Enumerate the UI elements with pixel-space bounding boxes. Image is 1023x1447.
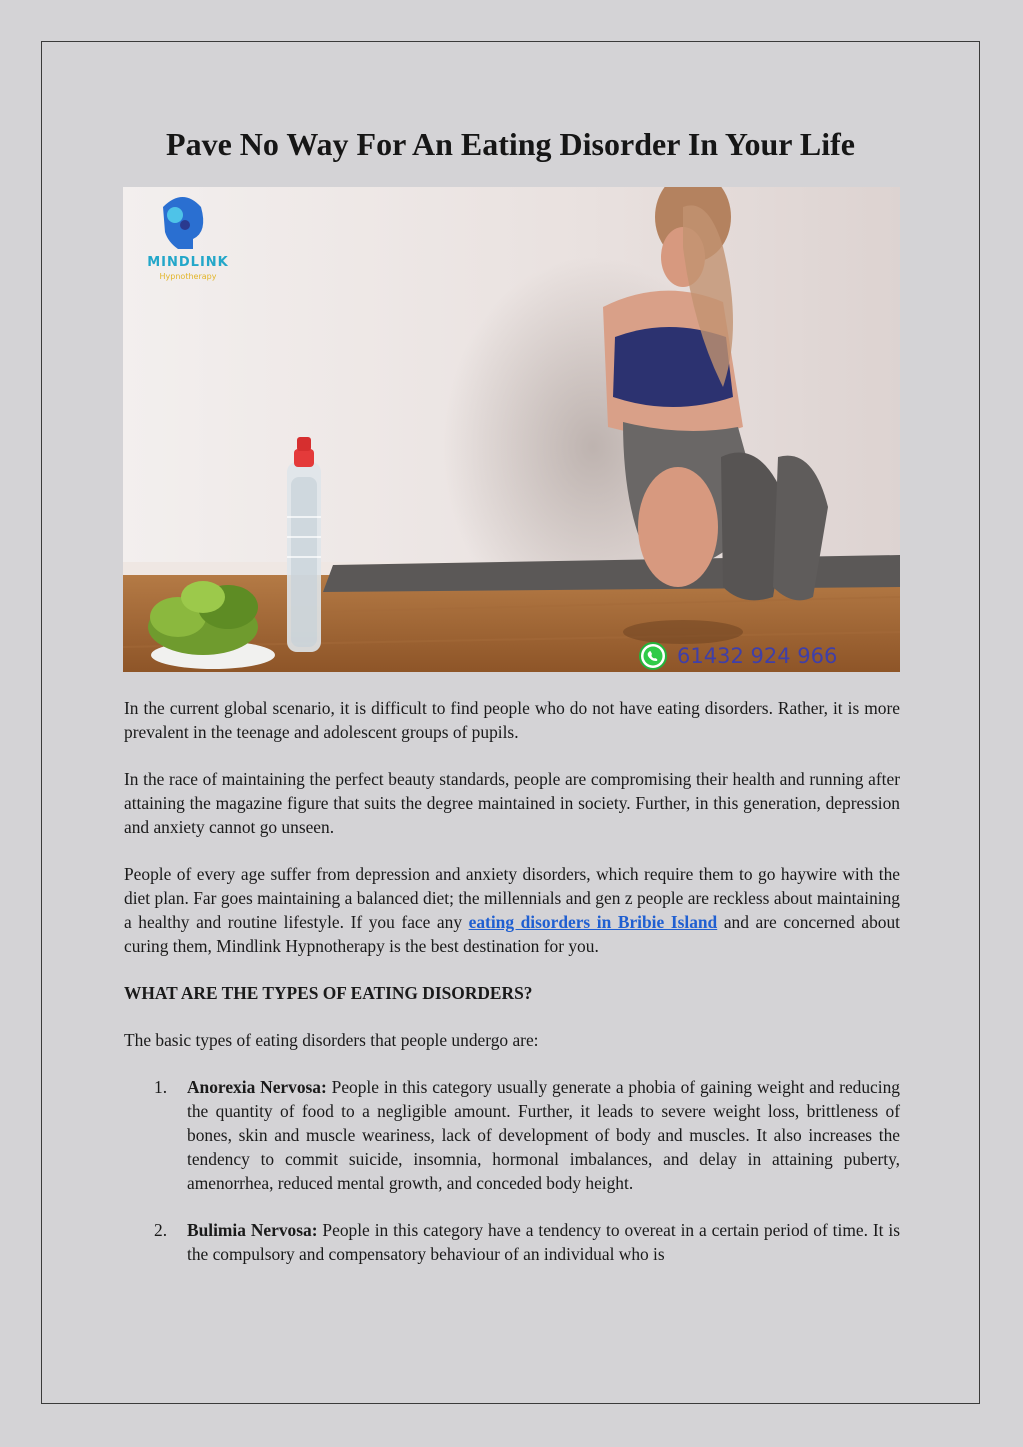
paragraph-text: and are concerned about curing them, Mindlink Hypnotherapy is the best destination for you. [124,912,900,956]
paragraph: In the race of maintaining the perfect beauty standards, people are compromising their health and running after attaining the magazine figure that suits the degree maintained in society. Further, in this generation, depression and anxiety cannot go unseen. [124,769,900,837]
phone-banner [639,641,837,671]
page-title: Pave No Way For An Eating Disorder In Your Life [166,126,855,162]
list-item [124,1218,900,1266]
logo-name: MINDLINK [147,255,229,270]
logo-tagline: Hypnotherapy [159,272,217,281]
list-item [124,1075,900,1195]
paragraph-text: People of every age suffer from depression and anxiety disorders, which require them to go haywire with the diet plan. Far goes maintaining a balanced diet; the millennials and gen z people are reckless about maintaining a healthy and routine lifestyle. If you face any [124,864,900,932]
hero-image [123,187,900,672]
list-number: 1. [154,1077,168,1097]
list-number: 2. [154,1220,168,1240]
list-term: Bulimia Nervosa: [187,1220,318,1240]
eating-disorders-link[interactable]: eating disorders in Bribie Island [468,912,718,932]
paragraph [124,862,900,958]
list-intro: The basic types of eating disorders that people undergo are: [124,1030,539,1050]
list-text: People in this category have a tendency to overeat in a certain period of time. It is the compulsory and compensatory behaviour of an individual who is [187,1220,900,1264]
section-heading: WHAT ARE THE TYPES OF EATING DISORDERS? [124,983,533,1003]
disorder-list [124,1075,900,1266]
logo [143,187,233,287]
list-text: People in this category usually generate a phobia of gaining weight and reducing the quantity of food to a negligible amount. Further, it leads to severe weight loss, brittleness of bones, skin and muscle weariness, lack of development of body and muscles. It also increases the tendency to commit suicide, insomnia, hormonal imbalances, and delay in attaining puberty, amenorrhea, reduced mental growth, and conceded body height. [187,1077,900,1193]
list-term: Anorexia Nervosa: [187,1077,327,1097]
phone-number: 61432 924 966 [677,644,838,668]
whatsapp-icon [639,642,667,670]
paragraph: In the current global scenario, it is difficult to find people who do not have eating disorders. Rather, it is more prevalent in the teenage and adolescent groups of pupils. [124,698,900,742]
article-body [124,696,900,1289]
hero-photo [123,187,900,672]
document-page [41,41,980,1404]
